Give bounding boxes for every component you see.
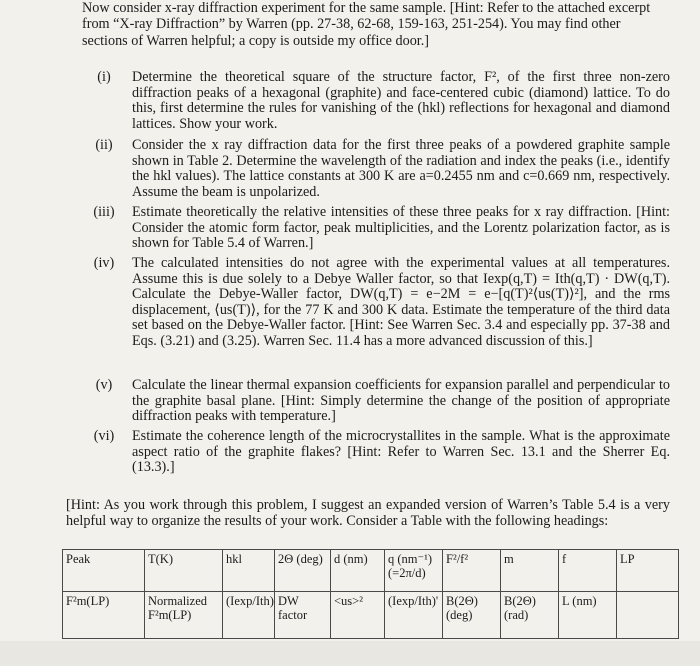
table-cell: [617, 592, 679, 639]
table-cell: B(2Θ) (rad): [501, 592, 559, 639]
item-number: (vi): [93, 428, 115, 444]
page-bottom-margin: [0, 641, 700, 666]
table-cell: F²/f²: [443, 550, 501, 592]
table-cell: T(K): [145, 550, 223, 592]
table-cell: LP: [617, 550, 679, 592]
table-cell: (Iexp/Ith)': [385, 592, 443, 639]
intro-paragraph: Now consider x-ray diffraction experiment for the same sample. [Hint: Refer to the attached excerpt from “X-ray Diffraction” by Warren (pp. 27-38, 62-68, 159-163, 251-254). You may find other sections of Warren helpful; a copy is outside my office door.]: [82, 0, 651, 49]
table-cell: f: [559, 550, 617, 592]
table-cell: d (nm): [331, 550, 385, 592]
item-number: (iii): [93, 204, 115, 220]
table-cell: Peak: [63, 550, 145, 592]
table-cell: DW factor: [275, 592, 331, 639]
item-text: The calculated intensities do not agree with the experimental values at all temperatures. Assume this is due solely to a Debye Waller factor, so that Iexp(q,T) = Ith(q,T) · DW(q,T). Calculate the Debye-Waller factor, DW(q,T) = e−2M = e−[q(T)²⟨us(T)⟩²], and the rms displacement, ⟨us(T)⟩, for the 77 K and 300 K data. Estimate the temperature of the third data set based on the Debye-Waller factor. [Hint: See Warren Sec. 3.4 and especially pp. 37-38 and Eqs. (3.21) and (3.25). Warren Sec. 11.4 has a more advanced discussion of this.]: [132, 255, 670, 349]
table-cell: F²m(LP): [63, 592, 145, 639]
item-number: (ii): [95, 137, 113, 153]
table-cell: (Iexp/Ith): [223, 592, 275, 639]
hint-paragraph: [Hint: As you work through this problem, I suggest an expanded version of Warren’s Table 5.4 is a very helpful way to organize the results of your work. Consider a Table with the following headings:: [66, 497, 670, 529]
table-cell: hkl: [223, 550, 275, 592]
table-cell: <us>²: [331, 592, 385, 639]
item-number: (v): [95, 377, 113, 393]
headings-table: [62, 549, 679, 639]
table-cell: 2Θ (deg): [275, 550, 331, 592]
table-row: [63, 550, 679, 592]
item-text: Consider the x ray diffraction data for the first three peaks of a powdered graphite sample shown in Table 2. Determine the wavelength of the radiation and index the peaks (i.e., identify the hkl values). The lattice constants at 300 K are a=0.2455 nm and c=0.669 nm, respectively. Assume the beam is unpolarized.: [132, 137, 670, 200]
item-text: Calculate the linear thermal expansion coefficients for expansion parallel and perpendicular to the graphite basal plane. [Hint: Simply determine the change of the position of appropriate diffraction peaks with temperature.]: [132, 377, 670, 425]
table-cell: Normalized F²m(LP): [145, 592, 223, 639]
table-row: [63, 592, 679, 639]
item-text: Estimate theoretically the relative intensities of these three peaks for x ray diffraction. [Hint: Consider the atomic form factor, peak multiplicities, and the Lorentz polarization factor, as is shown for Table 5.4 of Warren.]: [132, 204, 670, 252]
item-text: Estimate the coherence length of the microcrystallites in the sample. What is the approximate aspect ratio of the graphite flakes? [Hint: Refer to Warren Sec. 13.1 and the Sherrer Eq. (13.3).]: [132, 428, 670, 476]
item-number: (i): [97, 69, 111, 85]
table-cell: m: [501, 550, 559, 592]
table-cell: L (nm): [559, 592, 617, 639]
table-cell: B(2Θ) (deg): [443, 592, 501, 639]
table-cell: q (nm⁻¹) (=2π/d): [385, 550, 443, 592]
item-text: Determine the theoretical square of the structure factor, F², of the first three non-zero diffraction peaks of a hexagonal (graphite) and face-centered cubic (diamond) lattice. To do this, first determine the rules for vanishing of the (hkl) reflections for hexagonal and diamond lattices. Show your work.: [132, 69, 670, 132]
item-number: (iv): [93, 255, 115, 271]
